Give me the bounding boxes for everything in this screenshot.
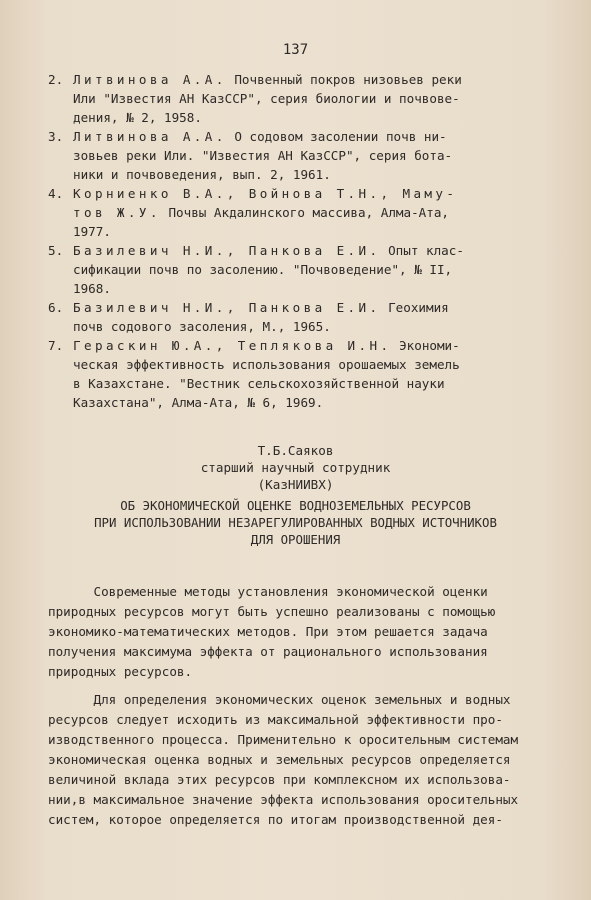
reference-authors: Базилевич Н.И., Панкова Е.И. [73,243,381,258]
reference-number: 5. [48,243,64,258]
reference-item [48,336,548,412]
reference-text: сификации почв по засолению. "Почвоведение", № II, [73,262,453,277]
body-line: величиной вклада этих ресурсов при комплексном их использова- [48,772,511,787]
author-institution: (КазНИИВХ) [257,477,334,492]
reference-text: ческая эффективность использования орошаемых земель [73,357,460,372]
body-line: получения максимума эффекта от рационального использования [48,644,488,659]
reference-text: Опыт клас- [380,243,464,258]
body-line: природных ресурсов могут быть успешно реализованы с помощью [48,604,496,619]
reference-line [73,146,548,165]
body-line: изводственного процесса. Применительно к оросительным системам [48,732,519,747]
body-line: ресурсов следует исходить из максимальной эффективности про- [48,712,503,727]
reference-text: в Казахстане. "Вестник сельскохозяйственной науки [73,376,445,391]
reference-text: Геохимия [380,300,449,315]
reference-authors: Гераскин Ю.А., Теплякова И.Н. [73,338,392,353]
reference-item [48,127,548,184]
author-name: Т.Б.Саяков [257,443,334,458]
reference-authors: Литвинова А.А. [73,72,227,87]
reference-authors: Базилевич Н.И., Панкова Е.И. [73,300,381,315]
body-line: Для определения экономических оценок земельных и водных [48,692,511,707]
reference-item [48,184,548,241]
title-line: ОБ ЭКОНОМИЧЕСКОЙ ОЦЕНКЕ ВОДНОЗЕМЕЛЬНЫХ РЕСУРСОВ [120,498,471,513]
reference-text: дения, № 2, 1958. [73,110,202,125]
title-line: ПРИ ИСПОЛЬЗОВАНИИ НЕЗАРЕГУЛИРОВАННЫХ ВОДНЫХ ИСТОЧНИКОВ [94,515,497,530]
reference-line [73,165,548,184]
reference-line [73,279,548,298]
page-number: 137 [282,42,309,58]
reference-line [73,393,548,412]
reference-number: 4. [48,186,64,201]
author-position: старший научный сотрудник [200,460,391,475]
paragraph [48,582,548,682]
reference-text: ники и почвоведения, вып. 2, 1961. [73,167,331,182]
reference-authors: тов Ж.У. [73,205,161,220]
paragraph-gap [48,682,548,690]
reference-list [48,70,548,412]
reference-number: 6. [48,300,64,315]
reference-line [73,108,548,127]
reference-line [73,374,548,393]
reference-line [73,355,548,374]
reference-text: Почвы Акдалинского массива, Алма-Ата, [160,205,449,220]
reference-line [73,241,548,260]
reference-item [48,70,548,127]
author-block [0,442,591,493]
article-title [0,497,591,548]
body-line: экономическая оценка водных и земельных ресурсов определяется [48,752,511,767]
body-line: Современные методы установления экономической оценки [48,584,488,599]
reference-line [73,89,548,108]
reference-line [73,298,548,317]
title-line: ДЛЯ ОРОШЕНИЯ [250,532,341,547]
reference-number: 7. [48,338,64,353]
body-line: нии,в максимальное значение эффекта использования оросительных [48,792,519,807]
reference-text: Экономи- [391,338,460,353]
reference-text: 1968. [73,281,111,296]
reference-text: 1977. [73,224,111,239]
reference-line [73,317,548,336]
article-body [48,582,548,830]
reference-authors: Литвинова А.А. [73,129,227,144]
reference-text: почв содового засоления, М., 1965. [73,319,331,334]
reference-line [73,127,548,146]
reference-line [73,222,548,241]
reference-text: Или "Известия АН КазССР", серия биологии и почвове- [73,91,460,106]
reference-line [73,203,548,222]
body-line: экономико-математических методов. При этом решается задача [48,624,488,639]
reference-line [73,336,548,355]
reference-item [48,298,548,336]
reference-text: Казахстана", Алма-Ата, № 6, 1969. [73,395,324,410]
reference-line [73,260,548,279]
reference-number: 3. [48,129,64,144]
paragraph [48,690,548,830]
body-line: природных ресурсов. [48,664,193,679]
reference-line [73,184,548,203]
reference-authors: Корниенко В.А., Войнова Т.Н., Маму- [73,186,458,201]
reference-text: О содовом засолении почв ни- [226,129,447,144]
reference-number: 2. [48,72,64,87]
reference-line [73,70,548,89]
reference-text: Почвенный покров низовьев реки [226,72,462,87]
reference-item [48,241,548,298]
reference-text: зовьев реки Или. "Известия АН КазССР", серия бота- [73,148,453,163]
body-line: систем, которое определяется по итогам производственной дея- [48,812,503,827]
